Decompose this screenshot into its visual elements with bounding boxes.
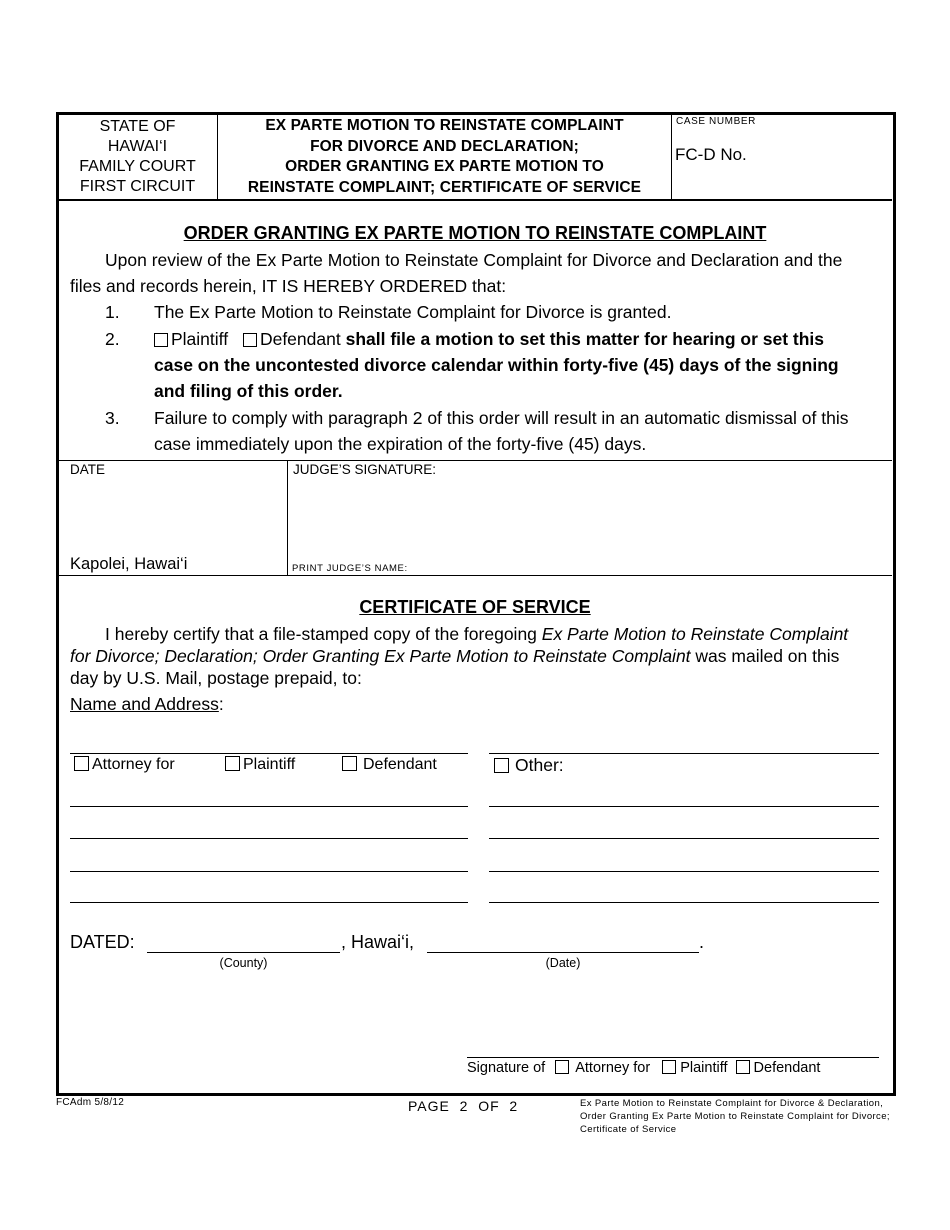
recipient-defendant	[342, 756, 437, 774]
order-intro-line2: files and records herein, IT IS HEREBY ORDERED that:	[70, 276, 507, 296]
order-item-2-line1	[154, 326, 824, 352]
signing-location: Kapolei, Hawai‘i	[70, 555, 188, 573]
address-line-left[interactable]	[70, 871, 468, 872]
defendant-checkbox[interactable]	[243, 333, 257, 347]
defendant-label: Defendant	[259, 329, 341, 349]
footer-desc-line: Ex Parte Motion to Reinstate Complaint for Divorce & Declaration,	[580, 1098, 884, 1109]
title-line: REINSTATE COMPLAINT; CERTIFICATE OF SERVICE	[247, 178, 642, 196]
address-line-right[interactable]	[489, 806, 879, 807]
order-item-2-line3: and filing of this order.	[154, 381, 343, 401]
signature-line[interactable]	[467, 1057, 879, 1058]
certificate-heading: CERTIFICATE OF SERVICE	[359, 597, 591, 617]
certificate-document-title: for Divorce; Declaration; Order Granting Ex Parte Motion to Reinstate Complaint	[70, 646, 691, 666]
court-block	[58, 117, 217, 197]
header-divider-right	[671, 114, 672, 200]
case-number-label: CASE NUMBER	[676, 116, 756, 127]
address-line-right[interactable]	[489, 753, 879, 754]
sig-attorney-for-label: Attorney for	[575, 1060, 651, 1076]
date-field[interactable]	[427, 952, 699, 953]
certificate-document-title: Ex Parte Motion to Reinstate Complaint	[541, 624, 849, 644]
address-line-right[interactable]	[489, 838, 879, 839]
plaintiff-checkbox[interactable]	[225, 756, 240, 771]
name-and-address-text: Name and Address	[70, 694, 219, 714]
signature-block-bottom-rule	[58, 575, 892, 576]
order-item-2-line2: case on the uncontested divorce calendar within forty-five (45) days of the signing	[154, 355, 839, 375]
footer-desc-line: Order Granting Ex Parte Motion to Reinstate Complaint for Divorce;	[580, 1111, 890, 1122]
judge-signature-label: JUDGE’S SIGNATURE:	[293, 462, 437, 477]
title-line: EX PARTE MOTION TO REINSTATE COMPLAINT	[265, 117, 624, 134]
address-line-left[interactable]	[70, 838, 468, 839]
certificate-line1	[105, 623, 848, 645]
order-item-1: The Ex Parte Motion to Reinstate Complaint for Divorce is granted.	[154, 302, 672, 322]
period: .	[699, 932, 705, 952]
recipient-plaintiff	[225, 756, 295, 774]
certificate-line3: day by U.S. Mail, postage prepaid, to:	[70, 668, 362, 688]
address-line-right[interactable]	[489, 871, 879, 872]
order-item-3-line1: Failure to comply with paragraph 2 of this order will result in an automatic dismissal of this	[154, 408, 849, 428]
address-line-left[interactable]	[70, 902, 468, 903]
order-item-3-line2: case immediately upon the expiration of the forty-five (45) days.	[154, 434, 647, 454]
county-caption: (County)	[219, 956, 268, 970]
other-checkbox[interactable]	[494, 758, 509, 773]
order-intro-line1: Upon review of the Ex Parte Motion to Reinstate Complaint for Divorce and Declaration and the	[105, 250, 843, 270]
order-heading: ORDER GRANTING EX PARTE MOTION TO REINSTATE COMPLAINT	[183, 223, 767, 243]
document-title	[218, 116, 671, 198]
defendant-checkbox[interactable]	[342, 756, 357, 771]
court-line: HAWAI‘I	[107, 138, 168, 155]
form-id: FCAdm 5/8/12	[56, 1097, 125, 1108]
item-number: 1.	[105, 302, 120, 322]
sig-defendant-label: Defendant	[753, 1060, 821, 1076]
court-line: STATE OF	[99, 118, 176, 135]
date-caption: (Date)	[545, 956, 581, 970]
plaintiff-label: Plaintiff	[171, 329, 229, 349]
court-line: FIRST CIRCUIT	[79, 178, 196, 195]
address-line-left[interactable]	[70, 753, 468, 754]
sig-plaintiff-checkbox[interactable]	[662, 1060, 676, 1074]
page-number: PAGE 2 OF 2	[408, 1098, 519, 1114]
signature-block-divider	[287, 460, 288, 575]
certificate-text: was mailed on this	[690, 646, 840, 666]
case-number-field[interactable]: FC-D No.	[675, 145, 747, 164]
item-number: 2.	[105, 329, 120, 349]
address-line-right[interactable]	[489, 902, 879, 903]
signature-of-label: Signature of	[467, 1060, 546, 1076]
sig-plaintiff-label: Plaintiff	[680, 1060, 728, 1076]
date-label: DATE	[70, 462, 106, 477]
certificate-line2	[70, 645, 839, 667]
dated-label: DATED:	[70, 932, 135, 952]
attorney-for-checkbox[interactable]	[74, 756, 89, 771]
footer-description	[580, 1097, 898, 1136]
title-line: FOR DIVORCE AND DECLARATION;	[310, 137, 579, 155]
name-and-address-label	[70, 694, 224, 715]
title-line: ORDER GRANTING EX PARTE MOTION TO	[285, 158, 604, 175]
header-bottom-rule	[58, 199, 892, 201]
sig-attorney-for-checkbox[interactable]	[555, 1060, 569, 1074]
signature-of-row	[467, 1060, 820, 1076]
sig-defendant-checkbox[interactable]	[736, 1060, 750, 1074]
plaintiff-label: Plaintiff	[243, 756, 296, 773]
address-line-left[interactable]	[70, 806, 468, 807]
plaintiff-checkbox[interactable]	[154, 333, 168, 347]
other-label: Other:	[515, 755, 564, 775]
recipient-other	[494, 755, 564, 776]
signature-block-top-rule	[58, 460, 892, 461]
certificate-text: I hereby certify that a file-stamped copy of the foregoing	[105, 624, 542, 644]
attorney-for-label: Attorney for	[92, 756, 175, 773]
county-field[interactable]	[147, 952, 340, 953]
item-number: 3.	[105, 408, 120, 428]
defendant-label: Defendant	[363, 756, 437, 773]
court-line: FAMILY COURT	[79, 158, 196, 175]
order-item-2-bold: shall file a motion to set this matter for hearing or set this	[345, 329, 825, 349]
hawaii-label: , Hawai‘i,	[341, 932, 415, 952]
footer-desc-line: Certificate of Service	[580, 1124, 677, 1135]
recipient-options	[74, 756, 175, 774]
print-judge-name-label: PRINT JUDGE’S NAME:	[292, 563, 408, 574]
colon: :	[218, 694, 224, 714]
